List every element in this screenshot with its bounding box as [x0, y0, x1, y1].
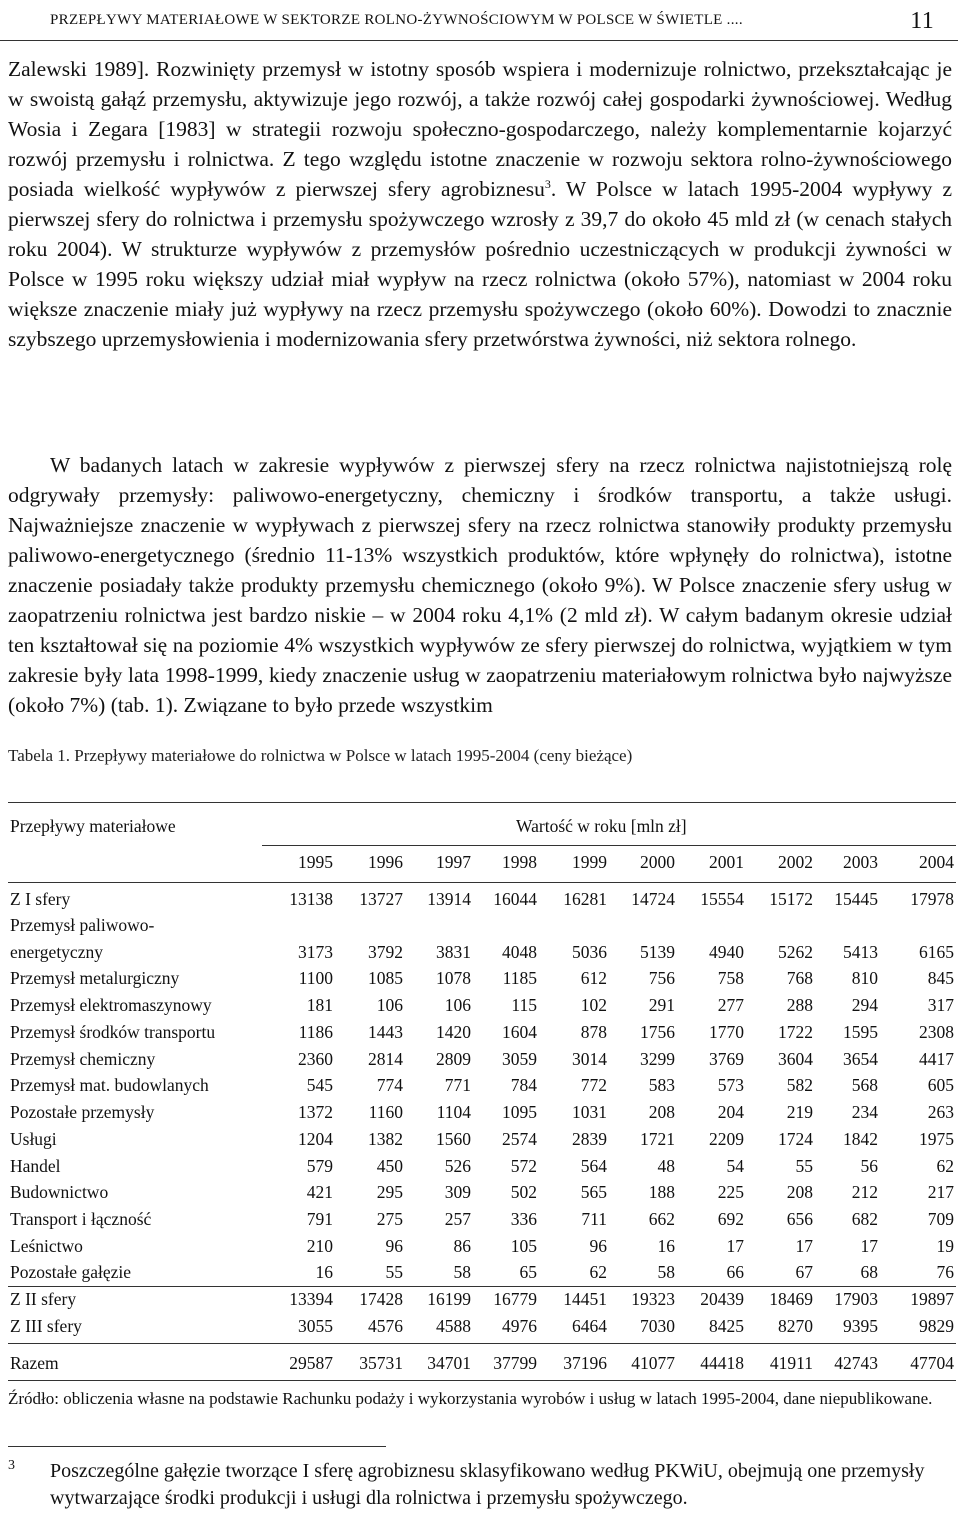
table-cell: 210 [306, 1236, 333, 1256]
table-cell: 1186 [298, 1022, 333, 1042]
footnote-text: Poszczególne gałęzie tworzące I sferę agrobiznesu sklasyfikowano według PKWiU, obejmują one przemysły wytwarzające środki produkcji i usługi dla rolnictwa i przemysłu spożywczego. [50, 1460, 925, 1509]
row-label: Przemysł paliwowo- [10, 915, 155, 935]
table-cell: 115 [511, 995, 537, 1015]
row-label: Budownictwo [10, 1182, 109, 1202]
table-cell: 3769 [709, 1049, 744, 1069]
table-cell: 16779 [493, 1289, 537, 1309]
table-cell: 3299 [640, 1049, 675, 1069]
table-cell: 234 [851, 1102, 878, 1122]
table-cell: 86 [453, 1236, 471, 1256]
table-cell: 44418 [700, 1353, 744, 1373]
table-cell: 96 [385, 1236, 403, 1256]
table-cell: 13138 [289, 889, 333, 909]
table-cell: 772 [580, 1075, 607, 1095]
table-top-rule [8, 802, 956, 803]
table-cell: 47704 [910, 1353, 954, 1373]
table-cell: 29587 [289, 1353, 333, 1373]
paragraph-text: W badanych latach w zakresie wypływów z pierwszej sfery na rzecz rolnictwa najistotniejszą rolę odgrywały przemysły: paliwowo-energetyczny, chemiczny i środków transportu, a także usługi. Najważniejsze znaczenie w wypływach z pierwszej sfery na rzecz rolnictwa stanowiły produkty przemysłu paliwowo-energetycznego (średnio 11-13% wszystkich produktów, które wpłynęły do rolnictwa), istotne znaczenie posiadały także produkty przemysłu chemicznego (około 9%). W Polsce znaczenie sfery usług w zaopatrzeniu rolnictwa jest bardzo niskie – w 2004 roku 4,1% (2 mld zł). W całym badanym okresie udział ten kształtował się na poziomie 4% wszystkich wypływów ze sfery pierwszej do rolnictwa, wyjątkiem w tym zakresie były lata 1998-1999, kiedy znaczenie usług w zaopatrzeniu materiałowym rolnictwa było najwyższe (około 7%) (tab. 1). Związane to było przede wszystkim [8, 453, 952, 717]
table-cell: 16 [315, 1262, 333, 1282]
row-label: Razem [10, 1353, 59, 1373]
table-cell: 16281 [563, 889, 607, 909]
year-header: 1998 [502, 852, 537, 872]
table-cell: 774 [376, 1075, 403, 1095]
table-cell: 20439 [700, 1289, 744, 1309]
row-label: Pozostałe gałęzie [10, 1262, 131, 1282]
table-cell: 573 [717, 1075, 744, 1095]
table-cell: 662 [648, 1209, 675, 1229]
row-label: energetyczny [10, 942, 103, 962]
table-cell: 225 [717, 1182, 744, 1202]
table-cell: 1722 [778, 1022, 813, 1042]
table-cell: 1085 [368, 968, 403, 988]
table-razem-rule [8, 1343, 956, 1344]
table-cell: 1382 [368, 1129, 403, 1149]
table-cell: 41911 [769, 1353, 813, 1373]
table-cell: 605 [927, 1075, 954, 1095]
table-cell: 19897 [910, 1289, 954, 1309]
row-label: Leśnictwo [10, 1236, 83, 1256]
table-cell: 1842 [843, 1129, 878, 1149]
table-cell: 1975 [919, 1129, 954, 1149]
year-header: 1995 [298, 852, 333, 872]
table-cell: 1721 [640, 1129, 675, 1149]
table-header-label: Przepływy materiałowe [10, 816, 176, 836]
table-cell: 68 [860, 1262, 878, 1282]
table-cell: 204 [717, 1102, 744, 1122]
row-label: Przemysł mat. budowlanych [10, 1075, 209, 1095]
table-cell: 37196 [563, 1353, 607, 1373]
table-cell: 212 [851, 1182, 878, 1202]
table-cell: 450 [376, 1156, 403, 1176]
table-cell: 67 [795, 1262, 813, 1282]
table-cell: 294 [851, 995, 878, 1015]
table-cell: 16044 [493, 889, 537, 909]
table-cell: 257 [444, 1209, 471, 1229]
table-cell: 17978 [910, 889, 954, 909]
table-cell: 3831 [436, 942, 471, 962]
body-paragraph-2 [8, 450, 952, 720]
row-label: Usługi [10, 1129, 57, 1149]
table-cell: 16 [657, 1236, 675, 1256]
table-cell: 421 [306, 1182, 333, 1202]
table-cell: 18469 [769, 1289, 813, 1309]
table-cell: 656 [786, 1209, 813, 1229]
table-header-bottom-rule [8, 882, 956, 883]
table-cell: 96 [589, 1236, 607, 1256]
running-title: PRZEPŁYWY MATERIAŁOWE W SEKTORZE ROLNO-ŻYWNOŚCIOWYM W POLSCE W ŚWIETLE .... [50, 12, 743, 28]
row-label: Z I sfery [10, 889, 71, 909]
table-cell: 106 [444, 995, 471, 1015]
table-cell: 55 [385, 1262, 403, 1282]
table-cell: 19 [936, 1236, 954, 1256]
table-cell: 37799 [493, 1353, 537, 1373]
row-label: Handel [10, 1156, 61, 1176]
table-bottom-rule [8, 1380, 956, 1381]
year-header: 2001 [709, 852, 744, 872]
table-cell: 878 [580, 1022, 607, 1042]
table-header-value: Wartość w roku [mln zł] [516, 816, 687, 836]
table-cell: 275 [376, 1209, 403, 1229]
table-cell: 54 [726, 1156, 744, 1176]
table-cell: 1595 [843, 1022, 878, 1042]
table-cell: 502 [510, 1182, 537, 1202]
table-cell: 208 [648, 1102, 675, 1122]
table-cell: 583 [648, 1075, 675, 1095]
table-cell: 34701 [427, 1353, 471, 1373]
table-cell: 219 [786, 1102, 813, 1122]
table-cell: 14451 [563, 1289, 607, 1309]
table-cell: 15554 [700, 889, 744, 909]
table-cell: 572 [510, 1156, 537, 1176]
table-cell: 1604 [502, 1022, 537, 1042]
table-cell: 3055 [298, 1316, 333, 1336]
table-cell: 4588 [436, 1316, 471, 1336]
table-cell: 2809 [436, 1049, 471, 1069]
table-cell: 188 [648, 1182, 675, 1202]
table-cell: 1372 [298, 1102, 333, 1122]
table-cell: 768 [786, 968, 813, 988]
table-cell: 19323 [631, 1289, 675, 1309]
table-cell: 3014 [572, 1049, 607, 1069]
row-label: Przemysł chemiczny [10, 1049, 156, 1069]
table-cell: 568 [851, 1075, 878, 1095]
table-cell: 8425 [709, 1316, 744, 1336]
table-cell: 1420 [436, 1022, 471, 1042]
table-cell: 106 [376, 995, 403, 1015]
table-cell: 682 [851, 1209, 878, 1229]
row-label: Z III sfery [10, 1316, 82, 1336]
table-cell: 55 [795, 1156, 813, 1176]
table-cell: 41077 [631, 1353, 675, 1373]
table-cell: 2839 [572, 1129, 607, 1149]
table-cell: 14724 [631, 889, 675, 909]
table-cell: 1560 [436, 1129, 471, 1149]
table-cell: 784 [510, 1075, 537, 1095]
table-cell: 15172 [769, 889, 813, 909]
table-caption: Tabela 1. Przepływy materiałowe do rolnictwa w Polsce w latach 1995-2004 (ceny bieżące) [8, 746, 633, 765]
table-cell: 17428 [359, 1289, 403, 1309]
table-cell: 66 [726, 1262, 744, 1282]
table-cell: 9395 [843, 1316, 878, 1336]
table-cell: 709 [927, 1209, 954, 1229]
table-cell: 17 [795, 1236, 813, 1256]
table-cell: 545 [306, 1075, 333, 1095]
table-cell: 58 [453, 1262, 471, 1282]
table-cell: 771 [444, 1075, 471, 1095]
paragraph-text: Zalewski 1989]. Rozwinięty przemysł w istotny sposób wspiera i modernizuje rolnictwo, przekształcając je w swoistą gałąź przemysłu, aktywizuje jego rozwój, a także rozwój całej gospodarki żywnościowej. Według Wosia i Zegara [1983] w strategii rozwoju społeczno-gospodarczego, należy komplementarnie kojarzyć rozwój przemysłu i rolnictwa. Z tego względu istotne znaczenie w rozwoju sektora rolno-żywnościowego posiada wielkość wypływów z pierwszej sfery agrobiznesu [8, 57, 952, 201]
table-cell: 564 [580, 1156, 607, 1176]
table-cell: 3173 [298, 942, 333, 962]
table-cell: 4576 [368, 1316, 403, 1336]
table-cell: 16199 [427, 1289, 471, 1309]
table-cell: 277 [717, 995, 744, 1015]
table-cell: 35731 [359, 1353, 403, 1373]
table-cell: 5413 [843, 942, 878, 962]
table-cell: 1100 [298, 968, 333, 988]
table-cell: 181 [306, 995, 333, 1015]
table-cell: 565 [580, 1182, 607, 1202]
table-cell: 62 [589, 1262, 607, 1282]
table-cell: 1160 [368, 1102, 403, 1122]
table-cell: 105 [510, 1236, 537, 1256]
table-cell: 291 [648, 995, 675, 1015]
table-totals-rule [8, 1286, 956, 1287]
table-cell: 13394 [289, 1289, 333, 1309]
table-cell: 7030 [640, 1316, 675, 1336]
table-cell: 42743 [834, 1353, 878, 1373]
row-label: Transport i łączność [10, 1209, 152, 1229]
year-header: 2004 [919, 852, 954, 872]
table-cell: 810 [851, 968, 878, 988]
year-header: 1996 [368, 852, 403, 872]
table-cell: 1770 [709, 1022, 744, 1042]
table-cell: 711 [581, 1209, 607, 1229]
table-cell: 8270 [778, 1316, 813, 1336]
table-cell: 3792 [368, 942, 403, 962]
table-cell: 3604 [778, 1049, 813, 1069]
table-cell: 2308 [919, 1022, 954, 1042]
table-cell: 1185 [502, 968, 537, 988]
table-cell: 288 [786, 995, 813, 1015]
paragraph-text: . W Polsce w latach 1995-2004 wypływy z pierwszej sfery do rolnictwa i przemysłu spożywczego wzrosły z 39,7 do około 45 mld zł (w cenach stałych roku 2004). W strukturze wypływów z przemysłów pośrednio uczestniczących w produkcji żywności w Polsce w 1995 roku większy udział miał wypływ na rzecz rolnictwa (około 57%), natomiast w 2004 roku większe znaczenie miały już wypływy na rzecz przemysłu spożywczego (około 60%). Dowodzi to znacznie szybszego uprzemysłowienia i modernizowania sfery przetwórstwa żywności, niż sektora rolnego. [8, 177, 952, 351]
table-cell: 5139 [640, 942, 675, 962]
table-cell: 612 [580, 968, 607, 988]
table-cell: 6165 [919, 942, 954, 962]
table-cell: 4940 [709, 942, 744, 962]
year-header: 1999 [572, 852, 607, 872]
table-cell: 208 [786, 1182, 813, 1202]
table-cell: 1078 [436, 968, 471, 988]
table-cell: 317 [927, 995, 954, 1015]
table-cell: 263 [927, 1102, 954, 1122]
year-header: 2000 [640, 852, 675, 872]
year-header: 1997 [436, 852, 471, 872]
footnote-rule [8, 1446, 386, 1447]
body-paragraph-1 [8, 54, 952, 354]
table-header-subrule [262, 845, 956, 846]
table-cell: 62 [936, 1156, 954, 1176]
table-cell: 791 [306, 1209, 333, 1229]
page-number: 11 [910, 8, 934, 34]
row-label: Przemysł środków transportu [10, 1022, 216, 1042]
table-cell: 1104 [436, 1102, 471, 1122]
table-cell: 3654 [843, 1049, 878, 1069]
table-cell: 58 [657, 1262, 675, 1282]
footnote-ref[interactable]: 3 [544, 176, 551, 191]
table-cell: 309 [444, 1182, 471, 1202]
table-cell: 336 [510, 1209, 537, 1229]
table-cell: 756 [648, 968, 675, 988]
table-cell: 6464 [572, 1316, 607, 1336]
table-cell: 295 [376, 1182, 403, 1202]
table-cell: 17903 [834, 1289, 878, 1309]
year-header: 2003 [843, 852, 878, 872]
table-cell: 1095 [502, 1102, 537, 1122]
table-cell: 15445 [834, 889, 878, 909]
row-label: Przemysł elektromaszynowy [10, 995, 212, 1015]
table-cell: 1443 [368, 1022, 403, 1042]
table-cell: 526 [444, 1156, 471, 1176]
table-cell: 17 [726, 1236, 744, 1256]
table-cell: 102 [580, 995, 607, 1015]
table-cell: 1756 [640, 1022, 675, 1042]
table-cell: 1724 [778, 1129, 813, 1149]
footnote-number: 3 [8, 1458, 15, 1473]
table-cell: 5262 [778, 942, 813, 962]
table-cell: 65 [519, 1262, 537, 1282]
row-label: Pozostałe przemysły [10, 1102, 155, 1122]
table-cell: 582 [786, 1075, 813, 1095]
table-cell: 48 [657, 1156, 675, 1176]
table-cell: 13914 [427, 889, 471, 909]
table-cell: 17 [860, 1236, 878, 1256]
table-cell: 4417 [919, 1049, 954, 1069]
table-cell: 13727 [359, 889, 403, 909]
table-cell: 579 [306, 1156, 333, 1176]
table-cell: 2360 [298, 1049, 333, 1069]
table-cell: 1031 [572, 1102, 607, 1122]
row-label: Przemysł metalurgiczny [10, 968, 180, 988]
table-cell: 217 [927, 1182, 954, 1202]
year-header: 2002 [778, 852, 813, 872]
table-cell: 3059 [502, 1049, 537, 1069]
table-source: Źródło: obliczenia własne na podstawie Rachunku podaży i wykorzystania wyrobów i usług w latach 1995-2004, dane niepublikowane. [8, 1389, 933, 1408]
table-cell: 5036 [572, 942, 607, 962]
table-cell: 9829 [919, 1316, 954, 1336]
table-cell: 2209 [709, 1129, 744, 1149]
table-cell: 4048 [502, 942, 537, 962]
table-cell: 845 [927, 968, 954, 988]
table-cell: 56 [860, 1156, 878, 1176]
table-cell: 2574 [502, 1129, 537, 1149]
running-header [0, 6, 958, 41]
row-label: Z II sfery [10, 1289, 77, 1309]
table-cell: 758 [717, 968, 744, 988]
table-cell: 1204 [298, 1129, 333, 1149]
table-cell: 4976 [502, 1316, 537, 1336]
table-cell: 692 [717, 1209, 744, 1229]
table-cell: 2814 [368, 1049, 403, 1069]
table-cell: 76 [936, 1262, 954, 1282]
